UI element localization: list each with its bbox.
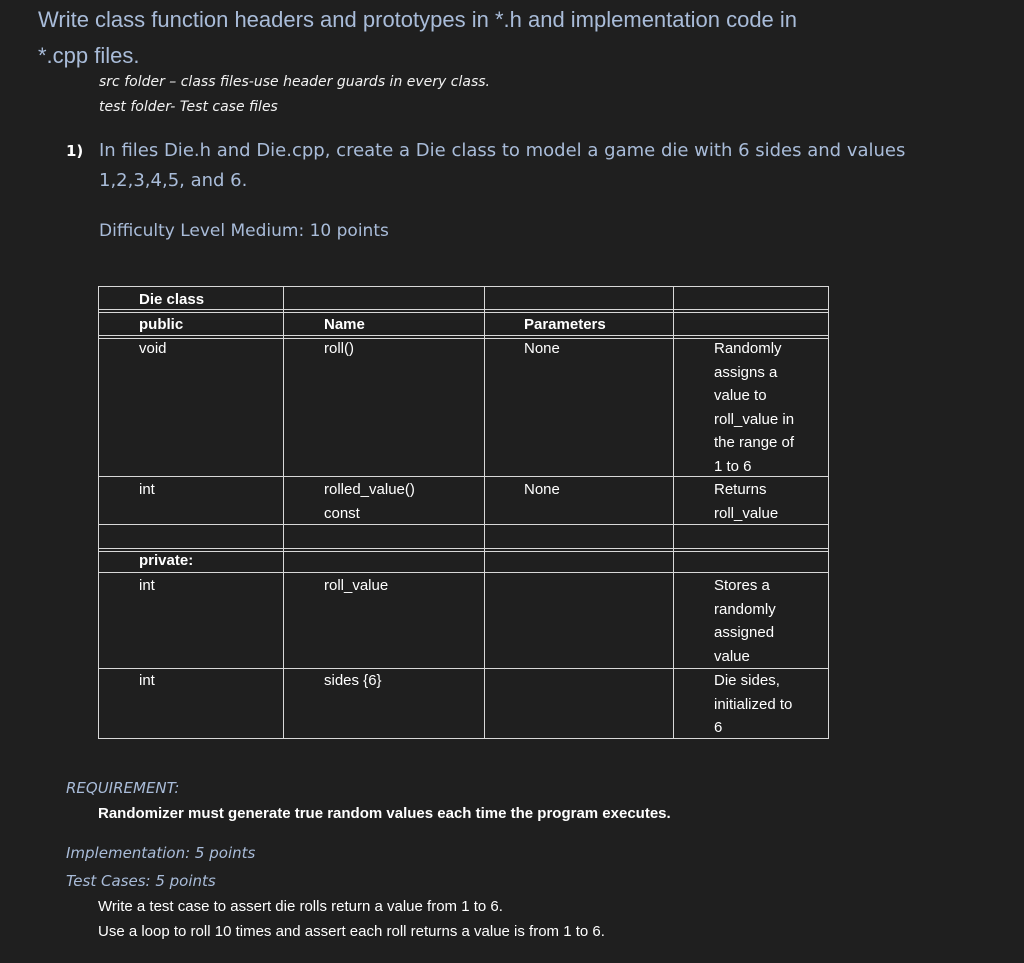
desc-line: assigned [714, 624, 775, 641]
desc-line: assigns a [714, 363, 778, 381]
requirement-label: REQUIREMENT: [66, 779, 180, 797]
difficulty-level: Difficulty Level Medium: 10 points [99, 221, 389, 241]
question-line-1: In files Die.h and Die.cpp, create a Die class to model a game die with 6 sides and values [99, 140, 906, 161]
desc-line: Randomly [714, 340, 782, 357]
desc-line: roll_value in [714, 410, 795, 428]
desc-line: randomly [714, 600, 776, 618]
row-sides-type: int [139, 672, 155, 689]
question-text [99, 136, 919, 196]
row-rolled-value-desc [714, 478, 778, 525]
table-divider [99, 309, 828, 310]
test-instruction: Write a test case to assert die rolls return a value from 1 to 6. [98, 898, 503, 915]
question-line-2: 1,2,3,4,5, and 6. [99, 170, 248, 191]
heading-line-1: Write class function headers and prototypes in *.h and implementation code in [38, 7, 798, 32]
row-roll-params: None [524, 340, 560, 357]
table-divider [484, 287, 485, 738]
desc-line: Returns [714, 481, 767, 498]
test-case-points: Test Cases: 5 points [66, 872, 216, 890]
row-sides-name: sides {6} [324, 672, 382, 689]
header-name: Name [324, 316, 365, 333]
assignment-heading [38, 2, 998, 74]
heading-line-2: *.cpp files. [38, 43, 140, 68]
table-divider [99, 335, 828, 336]
table-divider [283, 287, 284, 738]
name-line: rolled_value() [324, 481, 415, 498]
desc-line: roll_value [714, 504, 779, 522]
implementation-points: Implementation: 5 points [66, 844, 256, 862]
row-roll-type: void [139, 340, 167, 357]
desc-line: value [714, 647, 750, 665]
row-roll-value-name: roll_value [324, 577, 389, 594]
table-divider [99, 312, 828, 313]
desc-line: the range of [714, 434, 795, 451]
requirement-text: Randomizer must generate true random values each time the program executes. [98, 805, 671, 822]
desc-line: Stores a [714, 577, 770, 594]
table-divider [673, 287, 674, 738]
desc-line: 6 [714, 719, 723, 736]
table-divider [99, 548, 828, 549]
private-label: private: [139, 552, 194, 569]
src-folder-note: src folder – class files-use header guards in every class. [99, 74, 490, 90]
row-roll-value-desc [714, 574, 776, 668]
question-number: 1) [66, 142, 84, 160]
table-divider [99, 551, 828, 552]
row-roll-name: roll() [324, 340, 354, 357]
name-line: const [324, 504, 360, 522]
row-roll-desc [714, 337, 794, 478]
row-rolled-value-type: int [139, 481, 155, 498]
header-parameters: Parameters [524, 316, 606, 333]
row-sides-desc [714, 669, 792, 740]
table-divider [99, 572, 828, 573]
desc-line: 1 to 6 [714, 457, 752, 475]
desc-line: initialized to [714, 695, 793, 713]
desc-line: Die sides, [714, 672, 780, 689]
test-instruction: Use a loop to roll 10 times and assert each roll returns a value is from 1 to 6. [98, 923, 605, 940]
desc-line: value to [714, 387, 767, 404]
header-access: public [139, 316, 184, 333]
table-title: Die class [139, 291, 205, 308]
row-rolled-value-params: None [524, 481, 560, 498]
row-roll-value-type: int [139, 577, 155, 594]
row-rolled-value-name [324, 478, 415, 525]
die-class-table [98, 286, 829, 739]
test-folder-note: test folder- Test case files [99, 99, 278, 115]
